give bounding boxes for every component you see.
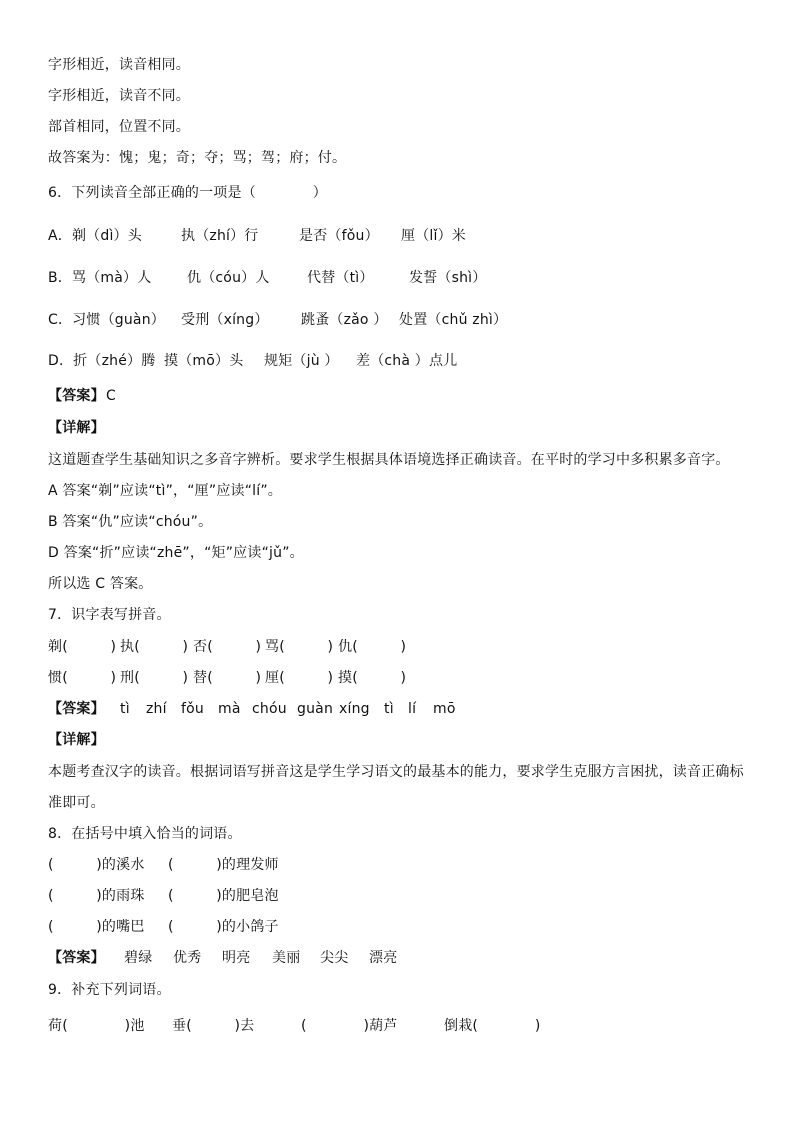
q8-answer-label: 【答案】: [48, 950, 105, 966]
q7-answer: [48, 699, 748, 719]
q6-d-1: D．折（zhé）腾: [48, 353, 156, 369]
q6-detail-2: A 答案“剃”应读“tì”，“厘”应读“lí”。: [48, 483, 283, 499]
q6-detail-3: B 答案“仇”应读“chóu”。: [48, 514, 213, 530]
q7-blank: 刑( ): [120, 670, 189, 686]
q6-option-b: [48, 268, 748, 288]
q8-answer-item: 尖尖: [320, 950, 349, 966]
q7-row-1: [48, 637, 748, 657]
q6-c-1: C．习惯（guàn）: [48, 312, 165, 328]
q9-blank: 倒栽( ): [444, 1018, 541, 1034]
q6-c-2: 受刑（xíng）: [181, 312, 269, 328]
q8-row-2: [48, 886, 748, 906]
q6-option-d: [48, 351, 748, 371]
q7-blank: 惯( ): [48, 670, 117, 686]
q9-blank: 垂( )去: [172, 1018, 255, 1034]
q6-d-4: 差（chà ）点儿: [356, 353, 458, 369]
q8-answer-item: 美丽: [272, 950, 301, 966]
q8-row-3: [48, 917, 748, 937]
q8-blank: ( )的溪水: [48, 857, 145, 873]
q9-items: [48, 1016, 748, 1036]
q6-a-1: A．剃（dì）头: [48, 228, 142, 244]
intro-line-3: 部首相同，位置不同。: [48, 119, 190, 135]
q8-blank: ( )的肥皂泡: [168, 888, 279, 904]
q6-option-c: [48, 310, 748, 330]
q7-blank: 替( ): [193, 670, 262, 686]
q6-answer: [48, 386, 348, 406]
q6-a-2: 执（zhí）行: [181, 228, 259, 244]
q7-answer-item: zhí: [146, 701, 167, 717]
q7-answer-item: mà: [218, 701, 241, 717]
q7-blank: 剃( ): [48, 639, 117, 655]
intro-line-2: 字形相近，读音不同。: [48, 88, 190, 104]
q7-answer-item: lí: [408, 701, 417, 717]
q7-question: 7．识字表写拼音。: [48, 607, 171, 623]
q7-detail-label: 【详解】: [48, 732, 105, 748]
q7-answer-item: tì: [384, 701, 394, 717]
q7-blank: 摸( ): [338, 670, 407, 686]
q6-b-1: B．骂（mà）人: [48, 270, 152, 286]
q8-blank: ( )的雨珠: [48, 888, 145, 904]
q6-b-2: 仇（cóu）人: [187, 270, 270, 286]
q6-b-3: 代替（tì）: [307, 270, 374, 286]
q9-blank: ( )葫芦: [301, 1018, 398, 1034]
q7-detail-1: 本题考查汉字的读音。根据词语写拼音这是学生学习语文的最基本的能力，要求学生克服方言困扰，读音正确标: [48, 764, 744, 780]
q8-question: 8．在括号中填入恰当的词语。: [48, 826, 242, 842]
q6-detail-1: 这道题查学生基础知识之多音字辨析。要求学生根据具体语境选择正确读音。在平时的学习中多积累多音字。: [48, 452, 730, 468]
q6-c-4: 处置（chǔ zhì）: [399, 312, 508, 328]
q7-answer-item: xíng: [339, 701, 370, 717]
q7-blank: 厘( ): [265, 670, 334, 686]
q7-detail-2: 准即可。: [48, 795, 105, 811]
q7-blank: 仇( ): [338, 639, 407, 655]
q7-answer-item: mō: [433, 701, 456, 717]
q7-answer-item: chóu: [252, 701, 287, 717]
q7-blank: 否( ): [193, 639, 262, 655]
q7-row-2: [48, 668, 748, 688]
intro-answer-line: 故答案为：愧；鬼；奇；夺；骂；驾；府；付。: [48, 150, 347, 166]
q8-blank: ( )的嘴巴: [48, 919, 145, 935]
q7-answer-item: guàn: [297, 701, 334, 717]
q7-answer-item: tì: [120, 701, 130, 717]
q6-option-a: [48, 226, 748, 246]
q6-d-3: 规矩（jù ）: [264, 353, 339, 369]
q6-detail-4: D 答案“折”应读“zhē”，“矩”应读“jǔ”。: [48, 545, 304, 561]
q9-question: 9．补充下列词语。: [48, 982, 171, 998]
q8-answer-item: 优秀: [173, 950, 202, 966]
q8-answer-item: 漂亮: [369, 950, 398, 966]
q8-blank: ( )的理发师: [168, 857, 279, 873]
q6-d-2: 摸（mō）头: [164, 353, 244, 369]
q7-answer-label: 【答案】: [48, 701, 105, 717]
q7-blank: 骂( ): [265, 639, 334, 655]
q6-b-4: 发誓（shì）: [409, 270, 487, 286]
q8-answer-item: 碧绿: [124, 950, 153, 966]
q6-detail-label: 【详解】: [48, 420, 105, 436]
q6-c-3: 跳蚤（zǎo ）: [301, 312, 388, 328]
q9-blank: 荷( )池: [48, 1018, 145, 1034]
intro-line-1: 字形相近，读音相同。: [48, 57, 190, 73]
q6-detail-5: 所以选 C 答案。: [48, 576, 153, 592]
q8-answer: [48, 948, 748, 968]
q7-blank: 执( ): [120, 639, 189, 655]
q6-question: 6．下列读音全部正确的一项是（ ）: [48, 185, 327, 201]
q7-answer-item: fǒu: [181, 701, 204, 717]
q6-a-3: 是否（fǒu）: [299, 228, 379, 244]
q6-answer-value: C: [106, 388, 116, 404]
q6-answer-label: 【答案】: [48, 388, 105, 404]
q8-answer-item: 明亮: [222, 950, 251, 966]
q6-a-4: 厘（lǐ）米: [401, 228, 466, 244]
q8-row-1: [48, 855, 748, 875]
q8-blank: ( )的小鸽子: [168, 919, 279, 935]
